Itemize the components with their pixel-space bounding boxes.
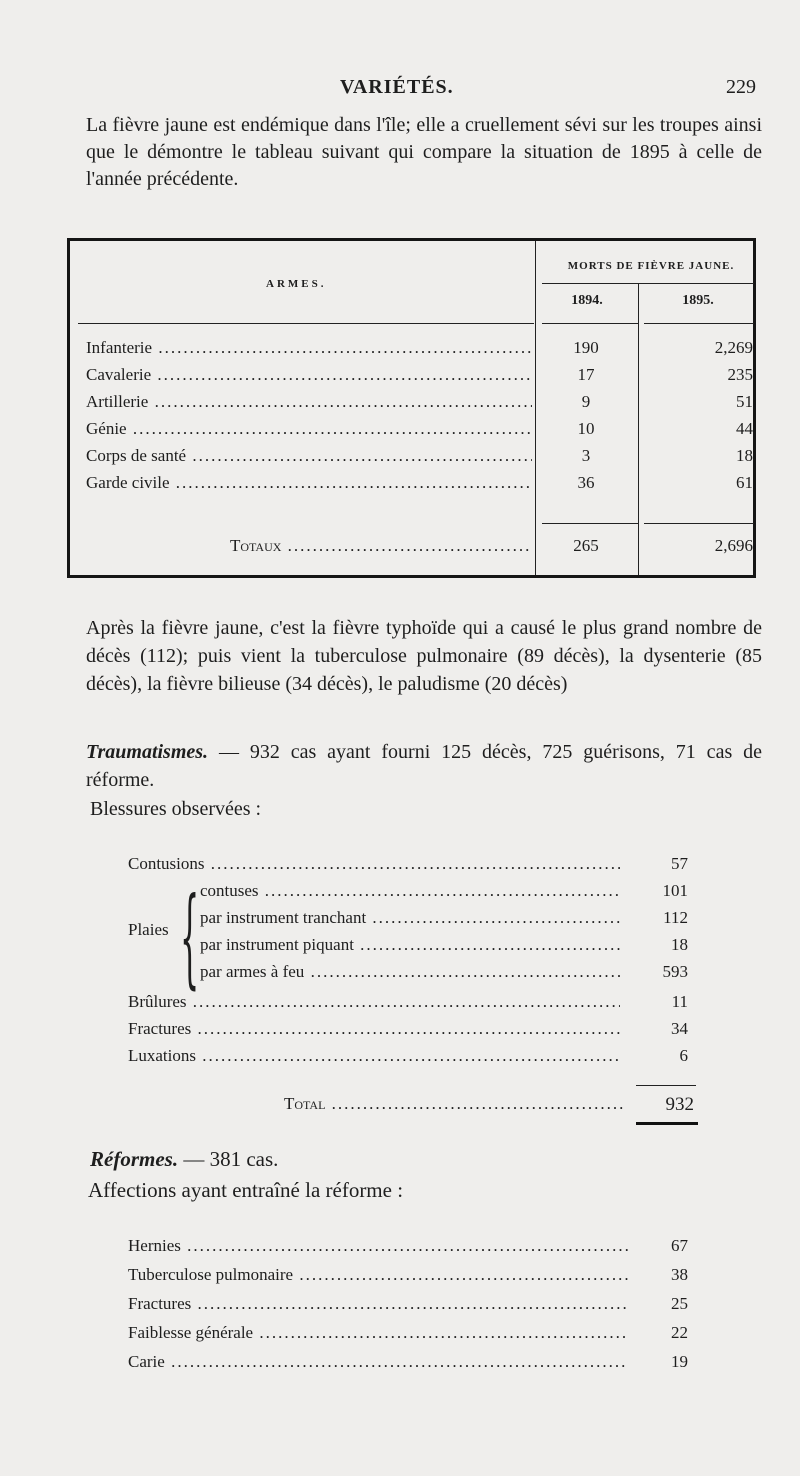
list-item — [128, 1350, 688, 1379]
page-header — [0, 72, 800, 102]
item-label: Brûlures ..... — [128, 992, 620, 1012]
page-number: 229 — [726, 76, 756, 98]
group-column-header: MORTS DE FIÈVRE JAUNE. — [567, 260, 735, 272]
reformes-text: — 381 cas. — [178, 1147, 279, 1171]
list-item — [128, 1017, 688, 1044]
total-rule — [542, 523, 638, 524]
affections-heading: Affections ayant entraîné la réforme : — [88, 1178, 404, 1202]
total-1895: 2,696 — [714, 536, 753, 555]
header-rule — [542, 283, 754, 284]
table-row — [70, 443, 756, 470]
list-item — [128, 1321, 688, 1350]
value-1895: 235 — [727, 365, 753, 384]
reformes-title: Réformes. — [90, 1147, 179, 1171]
table-row — [70, 470, 756, 497]
item-label: Carie ..... — [128, 1352, 628, 1372]
item-value: 112 — [663, 908, 688, 927]
value-1894: 10 — [577, 419, 595, 438]
total-value: 932 — [665, 1094, 694, 1115]
item-label: Faiblesse générale ..... — [128, 1323, 628, 1343]
row-label: Corps de santé ..... — [86, 446, 532, 466]
value-1895: 51 — [736, 392, 753, 411]
item-label: Fractures ..... — [128, 1294, 628, 1314]
plaies-label: Plaies — [128, 920, 169, 939]
intro-paragraph: La fièvre jaune est endémique dans l'île; elle a cruellement sévi sur les troupes ainsi que le démontre le tableau suivant qui compare la situation de 1895 à celle de l'année précédente. — [86, 114, 762, 190]
item-label: par instrument tranchant ..... — [200, 908, 620, 928]
total-1894: 265 — [573, 536, 599, 555]
reformes-line — [90, 1147, 278, 1172]
row-label: Garde civile ..... — [86, 473, 532, 493]
list-item — [128, 1234, 688, 1263]
blessures-heading: Blessures observées : — [90, 798, 262, 820]
item-label: Hernies ..... — [128, 1236, 628, 1256]
item-value: 18 — [671, 935, 688, 954]
row-label: Génie ..... — [86, 419, 532, 439]
item-label: Contusions ..... — [128, 854, 620, 874]
year-1894-header: 1894. — [571, 293, 603, 308]
list-item — [128, 852, 688, 879]
traumatismes-title: Traumatismes. — [86, 741, 209, 763]
sum-rule — [636, 1085, 696, 1086]
list-item — [128, 906, 688, 933]
brace-symbol: { — [180, 875, 200, 1000]
plaies-list — [128, 879, 688, 987]
blessures-total-row — [128, 1092, 694, 1119]
row-label: Infanterie ..... — [86, 338, 532, 358]
value-1895: 18 — [736, 446, 753, 465]
value-1895: 2,269 — [714, 338, 753, 357]
value-1894: 3 — [581, 446, 591, 465]
item-value: 19 — [671, 1352, 688, 1371]
table-total-row — [70, 533, 756, 560]
affections-list — [128, 1234, 688, 1379]
value-1894: 36 — [577, 473, 595, 492]
traumatismes-paragraph — [86, 738, 762, 794]
item-value: 22 — [671, 1323, 688, 1342]
item-label: Fractures ..... — [128, 1019, 620, 1039]
value-1894: 9 — [581, 392, 591, 411]
item-value: 38 — [671, 1265, 688, 1284]
list-item — [128, 1044, 688, 1071]
list-item — [128, 1292, 688, 1321]
item-value: 101 — [662, 881, 688, 900]
list-item — [128, 1263, 688, 1292]
item-label: Tuberculose pulmonaire ..... — [128, 1265, 628, 1285]
item-value: 593 — [662, 962, 688, 981]
yellow-fever-table — [67, 238, 756, 578]
total-label: Totaux ..... — [230, 536, 532, 556]
item-label: par armes à feu ..... — [200, 962, 620, 982]
table-row — [70, 362, 756, 389]
header-rule — [78, 323, 534, 324]
list-item — [128, 990, 688, 1017]
causes-paragraph: Après la fièvre jaune, c'est la fièvre typhoïde qui a causé le plus grand nombre de décès (112); puis vient la tuberculose pulmonaire (89 décès), la dysenterie (85 décès), la fièvre bilieuse (34 décès), le paludisme (20 décès) — [86, 617, 762, 695]
item-value: 57 — [671, 854, 688, 873]
item-value: 6 — [679, 1046, 688, 1065]
item-value: 34 — [671, 1019, 688, 1038]
blessures-list — [128, 852, 688, 879]
list-item — [128, 933, 688, 960]
header-rule — [542, 323, 638, 324]
total-rule — [644, 523, 754, 524]
total-label: Total ..... — [284, 1094, 624, 1114]
list-item — [128, 960, 688, 987]
list-item — [128, 879, 688, 906]
table-row — [70, 389, 756, 416]
value-1895: 44 — [736, 419, 753, 438]
year-1895-header: 1895. — [682, 293, 714, 308]
value-1895: 61 — [736, 473, 753, 492]
item-label: par instrument piquant ..... — [200, 935, 620, 955]
item-label: Luxations ..... — [128, 1046, 620, 1066]
traumatismes-text: — 932 cas ayant fourni 125 décès, 725 guérisons, 71 cas de réforme. — [86, 741, 762, 791]
item-value: 11 — [671, 992, 688, 1011]
table-row — [70, 416, 756, 443]
item-label: contuses ..... — [200, 881, 620, 901]
table-row — [70, 335, 756, 362]
header-rule — [644, 323, 754, 324]
armes-column-header: ARMES. — [266, 278, 327, 290]
row-label: Cavalerie ..... — [86, 365, 532, 385]
running-title: VARIÉTÉS. — [340, 76, 454, 98]
other-blessures-list — [128, 990, 688, 1071]
total-underline — [636, 1122, 698, 1129]
value-1894: 190 — [573, 338, 599, 357]
item-value: 67 — [671, 1236, 688, 1255]
value-1894: 17 — [577, 365, 595, 384]
item-value: 25 — [671, 1294, 688, 1313]
row-label: Artillerie ..... — [86, 392, 532, 412]
